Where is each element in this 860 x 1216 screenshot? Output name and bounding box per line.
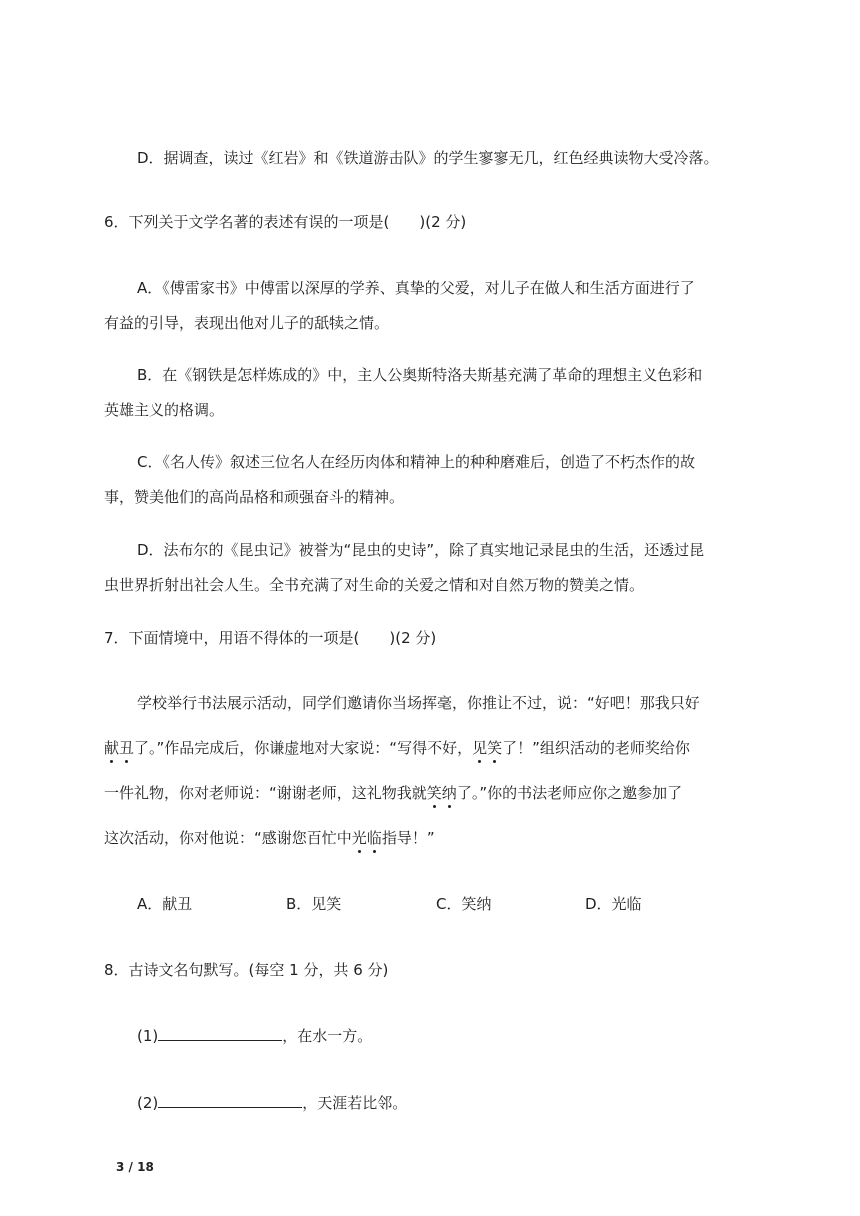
q6-option-a-line1: A．《傅雷家书》中傅雷以深厚的学养、真挚的父爱，对儿子在做人和生活方面进行了 — [137, 279, 695, 297]
q7-stem: 7．下面情境中，用语不得体的一项是( )(2 分) — [104, 629, 437, 647]
q8-item-2-blank[interactable] — [158, 1092, 302, 1108]
q6-stem: 6．下列关于文学名著的表述有误的一项是( )(2 分) — [104, 213, 467, 231]
q7-emphasis-jianxiao: 见笑 — [472, 739, 503, 757]
q8-item-2-number: (2) — [137, 1094, 159, 1112]
q7-option-c: C．笑纳 — [436, 895, 492, 913]
q7-passage-line2-text: 了。”作品完成后，你谦虚地对大家说：“写得不好， — [134, 739, 473, 757]
q7-emphasis-guanglin: 光临 — [351, 829, 382, 847]
q8-stem: 8．古诗文名句默写。(每空 1 分，共 6 分) — [104, 961, 389, 979]
q8-item-1-number: (1) — [137, 1027, 159, 1045]
q7-passage-line4 — [104, 828, 435, 848]
q5-option-d: D．据调查，读过《红岩》和《铁道游击队》的学生寥寥无几，红色经典读物大受冷落。 — [137, 149, 719, 167]
page-number: 3 / 18 — [116, 1160, 154, 1174]
q6-option-c-line1: C．《名人传》叙述三位名人在经历肉体和精神上的种种磨难后，创造了不朽杰作的故 — [137, 453, 695, 471]
q6-option-b-line1: B．在《钢铁是怎样炼成的》中，主人公奥斯特洛夫斯基充满了革命的理想主义色彩和 — [137, 366, 703, 384]
q7-option-d: D．光临 — [585, 895, 642, 913]
q8-item-1 — [137, 1025, 372, 1046]
q7-option-b: B．见笑 — [286, 895, 342, 913]
q6-option-b-line2: 英雄主义的格调。 — [104, 401, 225, 419]
q7-option-a: A．献丑 — [137, 895, 193, 913]
q6-option-c-line2: 事，赞美他们的高尚品格和顽强奋斗的精神。 — [104, 488, 405, 506]
q7-emphasis-xianchou: 献丑 — [104, 739, 135, 757]
q7-passage-line2 — [104, 738, 690, 758]
q8-item-2 — [137, 1092, 407, 1113]
q6-option-d-line1: D．法布尔的《昆虫记》被誉为“昆虫的史诗”，除了真实地记录昆虫的生活，还透过昆 — [137, 541, 705, 559]
q6-option-a-line2: 有益的引导，表现出他对儿子的舐犊之情。 — [104, 314, 390, 332]
q8-item-2-text: ，天涯若比邻。 — [302, 1094, 408, 1112]
q7-passage-line4-tail: 指导！” — [381, 829, 435, 847]
q7-passage-line2-tail: 了！”组织活动的老师奖给你 — [502, 739, 690, 757]
q7-emphasis-xiaona: 笑纳 — [426, 784, 457, 802]
q6-option-d-line2: 虫世界折射出社会人生。全书充满了对生命的关爱之情和对自然万物的赞美之情。 — [104, 576, 645, 594]
q7-passage-line3-text: 一件礼物，你对老师说：“谢谢老师，这礼物我就 — [104, 784, 427, 802]
q7-passage-line4-text: 这次活动，你对他说：“感谢您百忙中 — [104, 829, 352, 847]
q8-item-1-text: ，在水一方。 — [282, 1027, 373, 1045]
q8-item-1-blank[interactable] — [158, 1025, 282, 1041]
q7-passage-line3-tail: 了。”你的书法老师应你之邀参加了 — [456, 784, 683, 802]
q7-passage-line1: 学校举行书法展示活动，同学们邀请你当场挥毫，你推让不过，说：“好吧！那我只好 — [137, 694, 700, 712]
q7-passage-line3 — [104, 783, 682, 803]
